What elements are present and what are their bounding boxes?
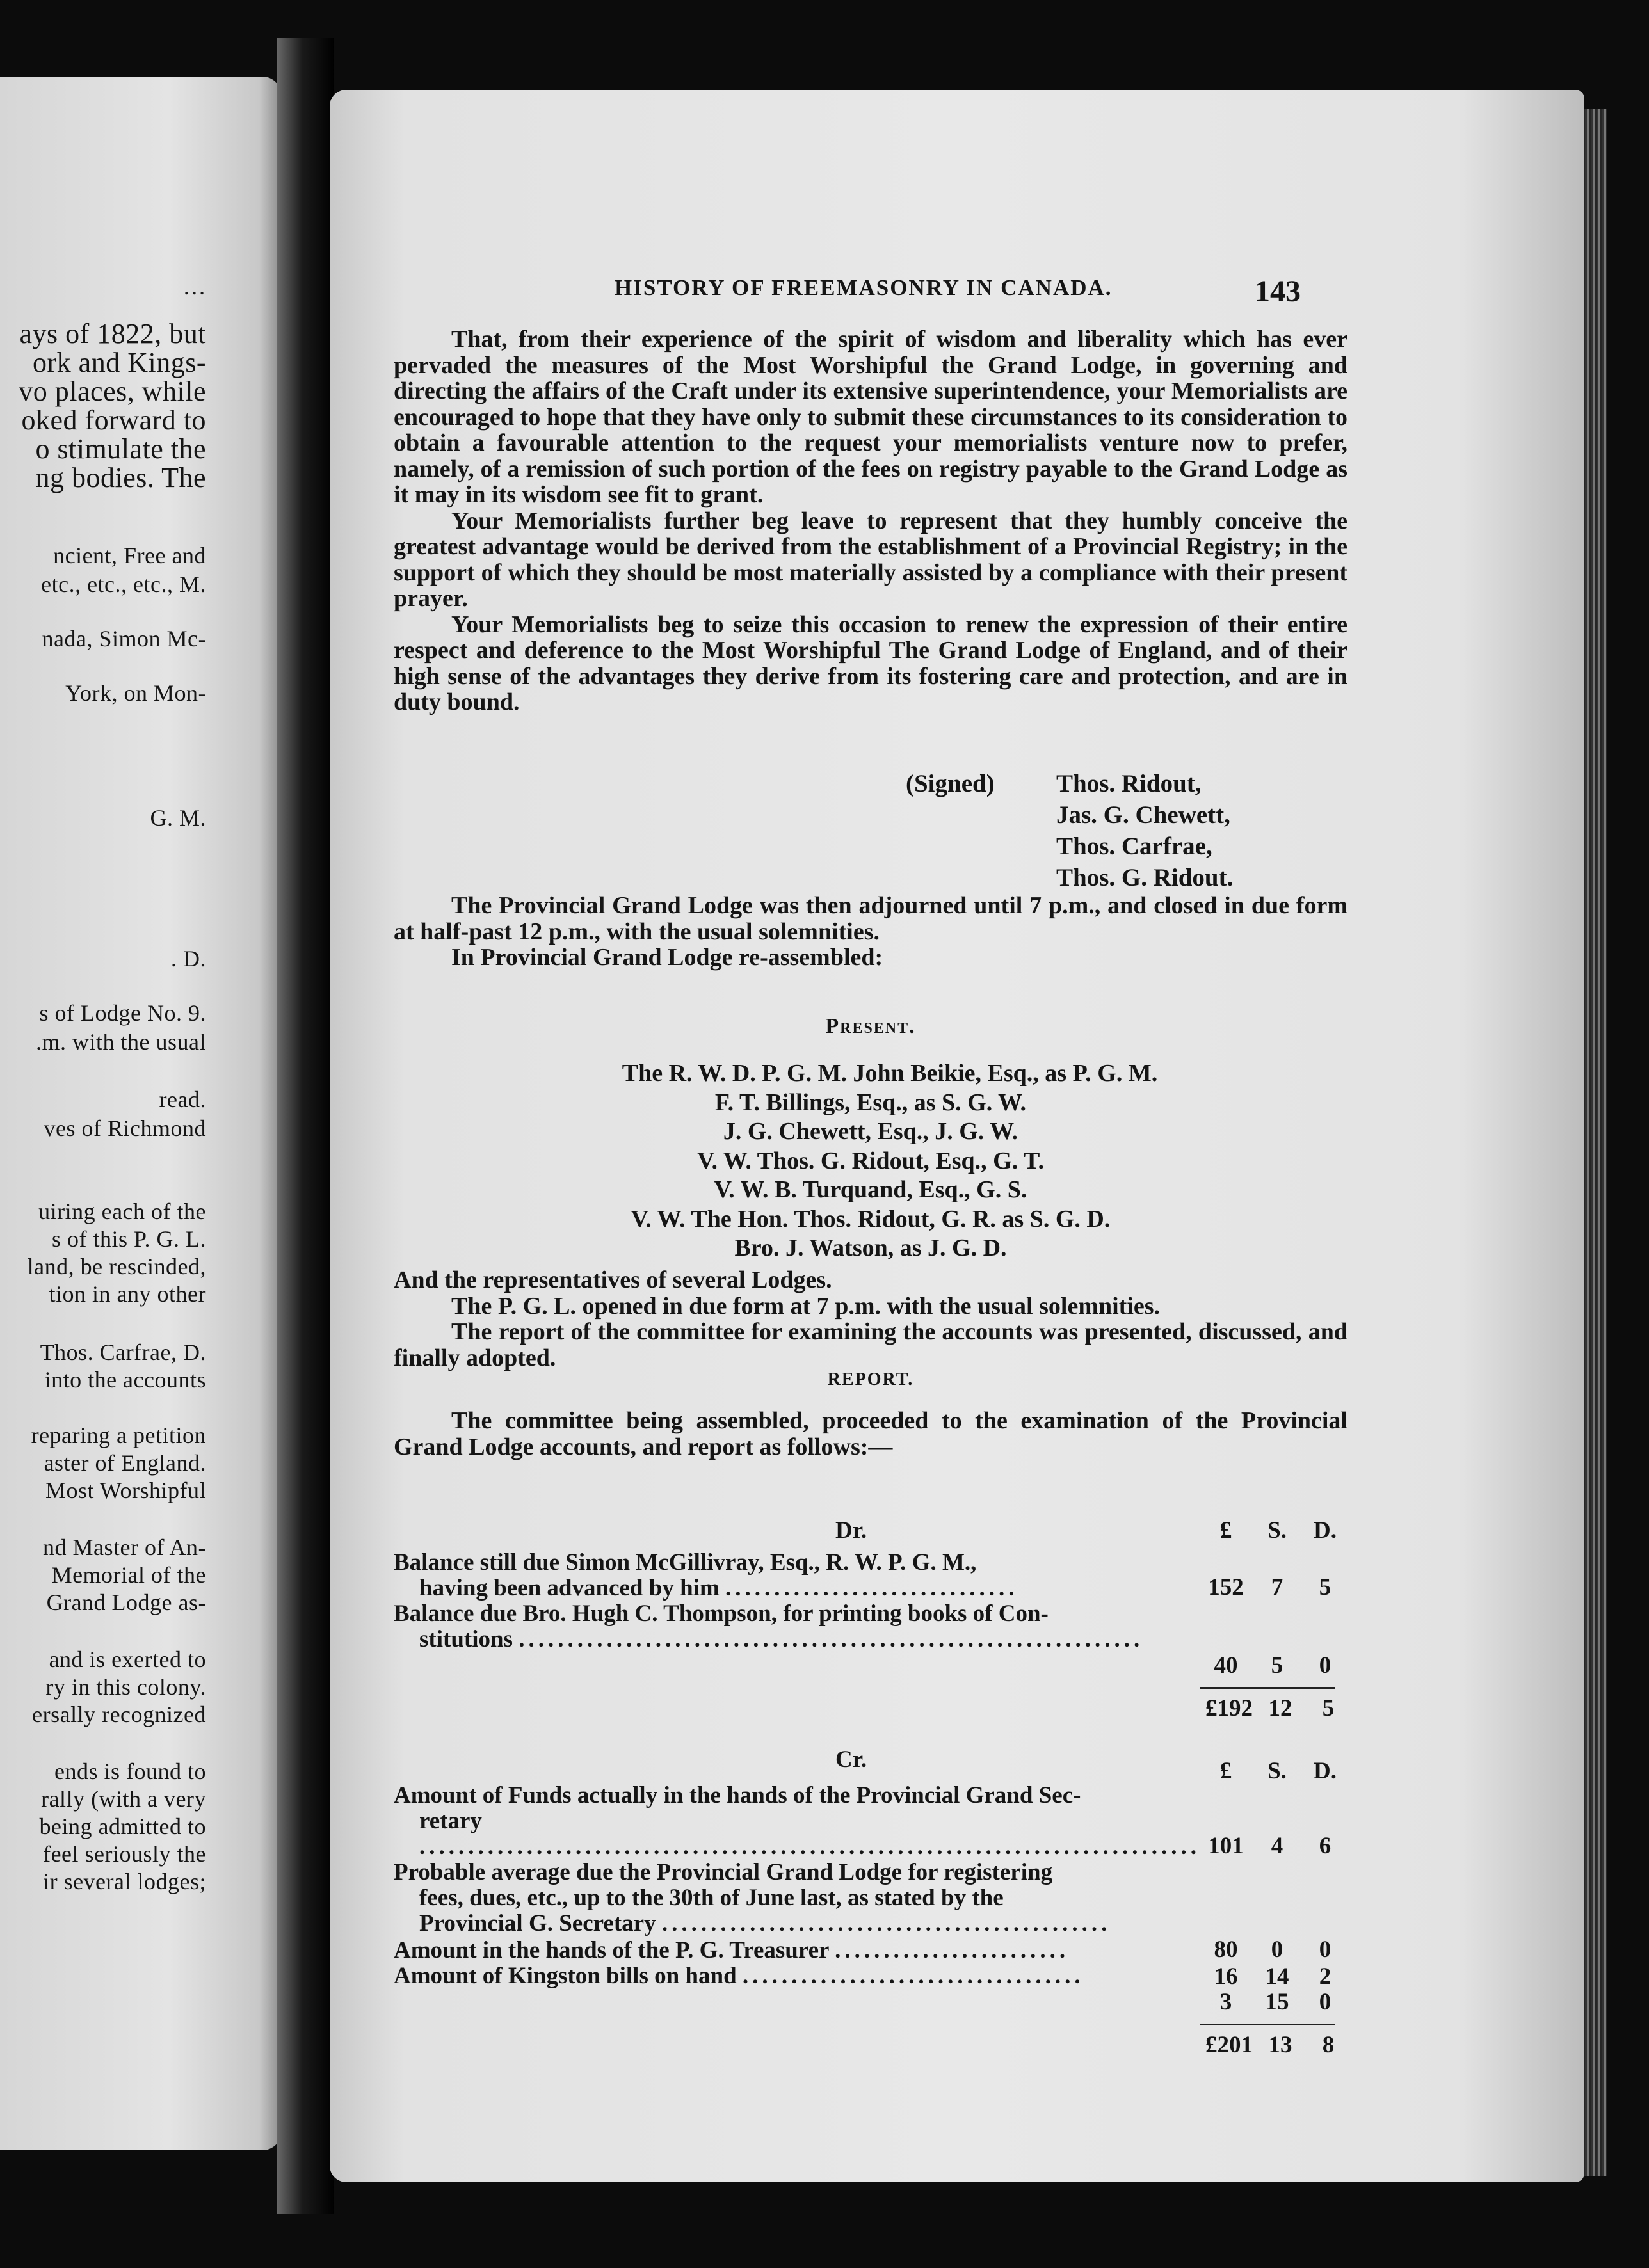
credit-total bbox=[394, 2029, 1354, 2059]
total-pounds: £201 bbox=[1205, 2032, 1253, 2058]
amount-shillings: 14 bbox=[1265, 1963, 1289, 1990]
shillings-column: S. bbox=[1267, 1517, 1287, 1544]
pence-column: D. bbox=[1314, 1758, 1337, 1784]
credit-label: Cr. bbox=[835, 1746, 867, 1773]
signatory: Thos. Ridout, bbox=[1056, 770, 1202, 797]
paragraph: The P. G. L. opened in due form at 7 p.m. with the usual solemnities. bbox=[451, 1292, 1161, 1320]
present-line: V. W. The Hon. Thos. Ridout, G. R. as S. G. D. bbox=[631, 1205, 1111, 1233]
amount-pounds: 40 bbox=[1214, 1652, 1238, 1679]
facing-line: nd Master of An- bbox=[43, 1535, 206, 1560]
total-shillings: 12 bbox=[1268, 1695, 1292, 1721]
total-pounds: £192 bbox=[1205, 1695, 1253, 1721]
signed-label: (Signed) bbox=[906, 770, 995, 797]
facing-line: ves of Richmond bbox=[44, 1115, 206, 1141]
paragraph: That, from their experience of the spirit of wisdom and liberality which has ever pervaded the measures of the Most Worshipful the Grand Lodge, in governing and directing the affairs of the Craft under its extensive superintendence, your Memorialists are encouraged to hope that they have only to submit these circumstances to its consideration to obtain a favourable attention to the request your memorialists venture now to prefer, namely, of a remission of such portion of the fees on registry payable to the Grand Lodge as it may in its wisdom see fit to grant. bbox=[394, 326, 1347, 508]
facing-line: vo places, while bbox=[19, 376, 206, 407]
facing-line: s of this P. G. L. bbox=[51, 1226, 206, 1252]
paragraph: The report of the committee for examining the accounts was presented, discussed, and finally adopted. bbox=[394, 1318, 1347, 1371]
debit-header bbox=[394, 1517, 1354, 1547]
sum-rule bbox=[1200, 1687, 1335, 1689]
shillings-column: S. bbox=[1267, 1758, 1287, 1784]
entry-text: Amount in the hands of the P. G. Treasurer bbox=[394, 1937, 829, 1963]
signatory: Thos. Carfrae, bbox=[1056, 833, 1212, 860]
entry-text: fees, dues, etc., up to the 30th of June last, as stated by the bbox=[419, 1885, 1004, 1911]
account-entry: Amount of Kingston bills on hand ................................... 3 15 0 bbox=[394, 1963, 1354, 1989]
page-number: 143 bbox=[1255, 275, 1301, 308]
amount-pounds: 80 bbox=[1214, 1937, 1238, 1963]
account-entry: Probable average due the Provincial Grand Lodge for registering fees, dues, etc., up to the 30th of June last, as stated by the Provincial G. Secretary .............................................. 80 0 0 bbox=[394, 1860, 1354, 1937]
sum-rule bbox=[1200, 2024, 1335, 2025]
paragraph: In Provincial Grand Lodge re-assembled: bbox=[451, 944, 883, 971]
facing-line: ry in this colony. bbox=[45, 1674, 206, 1700]
facing-line: oked forward to bbox=[21, 404, 206, 436]
amount-pounds: 16 bbox=[1214, 1963, 1238, 1990]
paragraph: Your Memorialists beg to seize this occasion to renew the expression of their entire respect and deference to the Most Worshipful The Grand Lodge of England, and of their high sense of the advantages they derive from its fostering care and protection, and are in duty bound. bbox=[394, 611, 1347, 715]
entry-text: stitutions bbox=[419, 1626, 513, 1652]
facing-line: ng bodies. The bbox=[35, 462, 206, 493]
pence-column: D. bbox=[1314, 1517, 1337, 1544]
amount-pence: 0 bbox=[1319, 1937, 1331, 1963]
pounds-column: £ bbox=[1219, 1758, 1232, 1784]
amount-pence: 0 bbox=[1319, 1989, 1331, 2015]
session-text bbox=[394, 1267, 1347, 1371]
report-intro bbox=[394, 1408, 1347, 1460]
facing-line: ncient, Free and bbox=[53, 543, 206, 568]
present-line: The R. W. D. P. G. M. John Beikie, Esq., as P. G. M. bbox=[622, 1060, 1158, 1087]
facing-line: s of Lodge No. 9. bbox=[39, 1000, 206, 1026]
facing-line: into the accounts bbox=[44, 1367, 206, 1393]
entry-text: Provincial G. Secretary bbox=[419, 1910, 656, 1937]
paragraph: Your Memorialists further beg leave to represent that they humbly conceive the greatest advantage would be derived from the establishment of a Provincial Registry; in the support of which they should be most materially assisted by a compliance with their present prayer. bbox=[394, 507, 1347, 612]
facing-line: . D. bbox=[171, 946, 206, 971]
amount-shillings: 5 bbox=[1271, 1652, 1283, 1679]
facing-line: rally (with a very bbox=[41, 1786, 206, 1812]
entry-text: Balance still due Simon McGillivray, Esq., R. W. P. G. M., bbox=[394, 1549, 977, 1576]
present-line: Bro. J. Watson, as J. G. D. bbox=[734, 1234, 1007, 1261]
amount-pence: 6 bbox=[1319, 1833, 1331, 1859]
facing-line: G. M. bbox=[150, 805, 206, 831]
entry-text: Probable average due the Provincial Grand Lodge for registering bbox=[394, 1859, 1053, 1885]
paragraph: The committee being assembled, proceeded to the examination of the Provincial Grand Lodge accounts, and report as follows:— bbox=[394, 1407, 1347, 1460]
account-entry: Amount of Funds actually in the hands of the Provincial Grand Sec- retary ................................................................................ 101 4 6 bbox=[394, 1783, 1354, 1860]
present-heading: Present. bbox=[825, 1014, 916, 1038]
memorial-text bbox=[394, 326, 1347, 715]
facing-line: reparing a petition bbox=[31, 1423, 206, 1448]
paragraph: And the representatives of several Lodges. bbox=[394, 1266, 832, 1293]
debit-account bbox=[394, 1517, 1354, 1722]
debit-label: Dr. bbox=[835, 1517, 867, 1544]
present-line: V. W. Thos. G. Ridout, Esq., G. T. bbox=[696, 1147, 1045, 1174]
credit-header bbox=[394, 1746, 1354, 1784]
adjournment-text bbox=[394, 893, 1347, 971]
facing-line: .m. with the usual bbox=[36, 1029, 206, 1055]
entry-text: having been advanced by him bbox=[419, 1575, 720, 1601]
facing-line: Memorial of the bbox=[51, 1562, 206, 1588]
debit-total bbox=[394, 1693, 1354, 1722]
amount-pounds: 3 bbox=[1219, 1989, 1232, 2015]
amount-pounds: 152 bbox=[1208, 1574, 1244, 1601]
amount-shillings: 15 bbox=[1265, 1989, 1289, 2015]
entry-text: Amount of Kingston bills on hand bbox=[394, 1963, 737, 1989]
facing-line: ays of 1822, but bbox=[19, 318, 206, 349]
signatory: Thos. G. Ridout. bbox=[1056, 864, 1234, 891]
entry-text: Amount of Funds actually in the hands of the Provincial Grand Sec- bbox=[394, 1782, 1081, 1809]
account-entry: Balance still due Simon McGillivray, Esq., R. W. P. G. M., having been advanced by him .............................. 152 7 5 bbox=[394, 1550, 1354, 1601]
total-pence: 8 bbox=[1322, 2032, 1335, 2058]
running-head: HISTORY OF FREEMASONRY IN CANADA. bbox=[615, 275, 1113, 300]
facing-line: … bbox=[182, 274, 206, 299]
present-list bbox=[394, 1059, 1347, 1263]
facing-line: and is exerted to bbox=[49, 1647, 206, 1672]
facing-line: etc., etc., etc., M. bbox=[41, 571, 206, 597]
amount-shillings: 0 bbox=[1271, 1937, 1283, 1963]
paragraph: The Provincial Grand Lodge was then adjourned until 7 p.m., and closed in due form at half-past 12 p.m., with the usual solemnities. bbox=[394, 892, 1347, 945]
facing-line: read. bbox=[159, 1087, 206, 1112]
facing-line: ersally recognized bbox=[32, 1702, 206, 1727]
account-entry: Amount in the hands of the P. G. Treasurer ........................ 16 14 2 bbox=[394, 1938, 1354, 1963]
signatory: Jas. G. Chewett, bbox=[1056, 801, 1230, 829]
book-gutter bbox=[277, 38, 334, 2214]
total-shillings: 13 bbox=[1268, 2032, 1292, 2058]
present-line: J. G. Chewett, Esq., J. G. W. bbox=[723, 1118, 1018, 1145]
amount-pence: 5 bbox=[1319, 1574, 1331, 1601]
amount-pounds: 101 bbox=[1208, 1833, 1244, 1859]
facing-line: ork and Kings- bbox=[33, 347, 206, 378]
credit-account bbox=[394, 1746, 1354, 2059]
amount-pence: 0 bbox=[1319, 1652, 1331, 1679]
present-line: V. W. B. Turquand, Esq., G. S. bbox=[714, 1176, 1027, 1203]
amount-pence: 2 bbox=[1319, 1963, 1331, 1990]
amount-shillings: 7 bbox=[1271, 1574, 1283, 1601]
entry-text: retary bbox=[419, 1808, 482, 1834]
facing-line: being admitted to bbox=[39, 1814, 206, 1839]
signatory-names bbox=[1056, 768, 1233, 893]
facing-line: aster of England. bbox=[44, 1450, 206, 1476]
facing-line: land, be rescinded, bbox=[27, 1254, 206, 1279]
present-line: F. T. Billings, Esq., as S. G. W. bbox=[714, 1089, 1027, 1116]
facing-line: nada, Simon Mc- bbox=[42, 626, 206, 651]
pounds-column: £ bbox=[1219, 1517, 1232, 1544]
facing-line: York, on Mon- bbox=[65, 680, 206, 706]
facing-line: Thos. Carfrae, D. bbox=[40, 1339, 206, 1365]
total-pence: 5 bbox=[1322, 1695, 1335, 1721]
facing-line: feel seriously the bbox=[43, 1841, 206, 1867]
facing-line: ir several lodges; bbox=[43, 1869, 206, 1894]
facing-line: ends is found to bbox=[54, 1759, 206, 1784]
facing-page bbox=[0, 77, 282, 2150]
report-heading: REPORT. bbox=[827, 1370, 914, 1389]
facing-line: Grand Lodge as- bbox=[46, 1590, 206, 1615]
account-entry: Balance due Bro. Hugh C. Thompson, for printing books of Con- stitutions ................................................................ 40 5 0 bbox=[394, 1601, 1354, 1652]
facing-line: o stimulate the bbox=[35, 433, 206, 465]
facing-line: uiring each of the bbox=[38, 1199, 206, 1224]
facing-line: Most Worshipful bbox=[45, 1478, 206, 1503]
book-page bbox=[330, 90, 1584, 2182]
facing-line: tion in any other bbox=[49, 1281, 206, 1307]
entry-text: Balance due Bro. Hugh C. Thompson, for printing books of Con- bbox=[394, 1601, 1049, 1627]
amount-shillings: 4 bbox=[1271, 1833, 1283, 1859]
